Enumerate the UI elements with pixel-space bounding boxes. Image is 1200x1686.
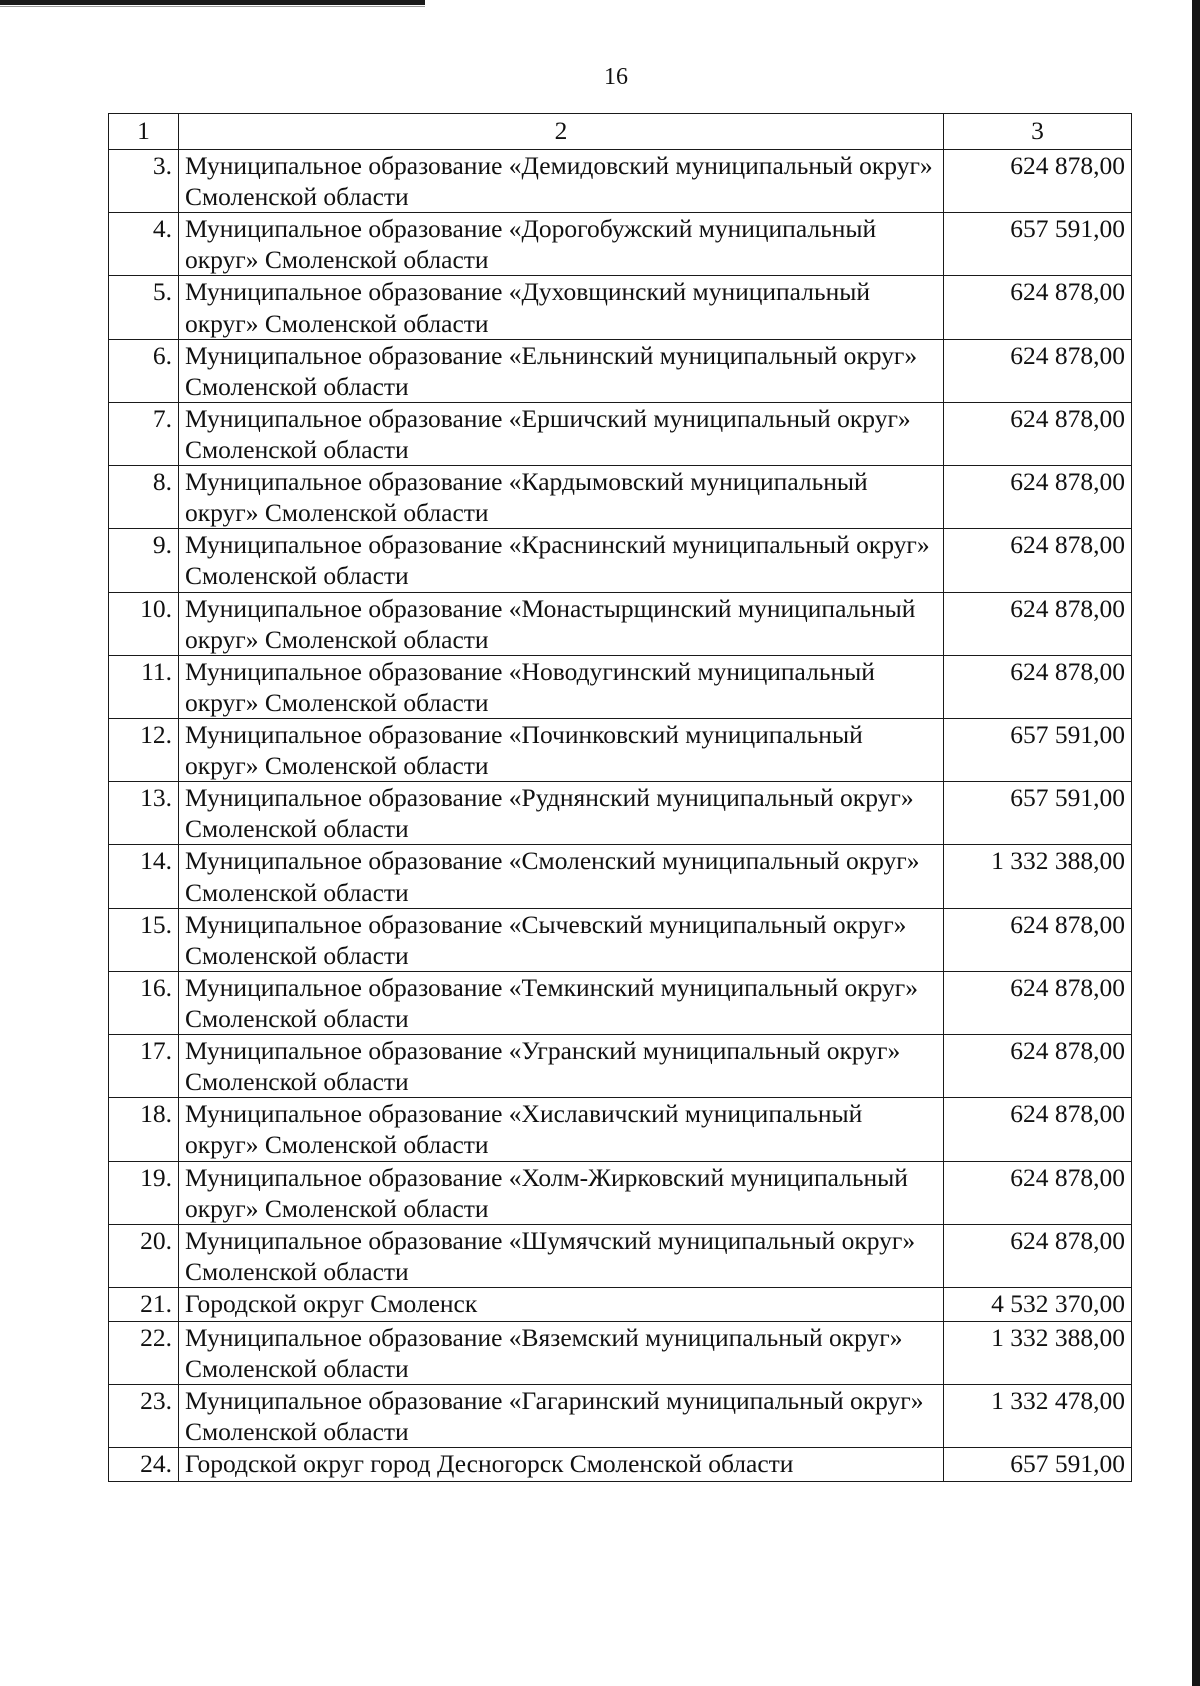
table-row (109, 1385, 1132, 1448)
row-number: 15. (109, 908, 179, 971)
amount-value: 624 878,00 (944, 1161, 1132, 1224)
row-number: 11. (109, 655, 179, 718)
amount-value: 4 532 370,00 (944, 1287, 1132, 1321)
table-row (109, 150, 1132, 213)
municipality-name: Муниципальное образование «Новодугинский муниципальный округ» Смоленской области (179, 655, 944, 718)
row-number: 3. (109, 150, 179, 213)
row-number: 10. (109, 592, 179, 655)
municipality-name: Муниципальное образование «Сычевский муниципальный округ» Смоленской области (179, 908, 944, 971)
municipality-name: Муниципальное образование «Ершичский муниципальный округ» Смоленской области (179, 402, 944, 465)
table-row (109, 971, 1132, 1034)
column-header-number: 1 (109, 114, 179, 150)
municipality-name: Муниципальное образование «Хиславичский муниципальный округ» Смоленской области (179, 1098, 944, 1161)
municipality-name: Муниципальное образование «Ельнинский муниципальный округ» Смоленской области (179, 339, 944, 402)
column-header-amount: 3 (944, 114, 1132, 150)
amount-value: 624 878,00 (944, 402, 1132, 465)
amount-value: 624 878,00 (944, 908, 1132, 971)
row-number: 12. (109, 718, 179, 781)
row-number: 24. (109, 1448, 179, 1482)
scan-border-top-thin (0, 6, 425, 7)
row-number: 17. (109, 1035, 179, 1098)
amount-value: 1 332 388,00 (944, 845, 1132, 908)
table-body (109, 150, 1132, 1482)
table-row (109, 402, 1132, 465)
amount-value: 624 878,00 (944, 592, 1132, 655)
table-row (109, 1224, 1132, 1287)
table-row (109, 213, 1132, 276)
amount-value: 624 878,00 (944, 1224, 1132, 1287)
table-row (109, 718, 1132, 781)
municipality-name: Муниципальное образование «Руднянский муниципальный округ» Смоленской области (179, 782, 944, 845)
table-row (109, 1098, 1132, 1161)
municipality-name: Муниципальное образование «Темкинский муниципальный округ» Смоленской области (179, 971, 944, 1034)
amount-value: 657 591,00 (944, 718, 1132, 781)
row-number: 22. (109, 1321, 179, 1384)
row-number: 13. (109, 782, 179, 845)
table-row (109, 466, 1132, 529)
table-row (109, 655, 1132, 718)
amount-value: 624 878,00 (944, 1035, 1132, 1098)
amount-value: 624 878,00 (944, 339, 1132, 402)
amount-value: 657 591,00 (944, 213, 1132, 276)
municipality-name: Муниципальное образование «Угранский муниципальный округ» Смоленской области (179, 1035, 944, 1098)
municipality-name: Муниципальное образование «Духовщинский муниципальный округ» Смоленской области (179, 276, 944, 339)
municipality-name: Муниципальное образование «Шумячский муниципальный округ» Смоленской области (179, 1224, 944, 1287)
amount-value: 657 591,00 (944, 1448, 1132, 1482)
amount-value: 657 591,00 (944, 782, 1132, 845)
municipality-name: Муниципальное образование «Починковский муниципальный округ» Смоленской области (179, 718, 944, 781)
row-number: 20. (109, 1224, 179, 1287)
table-row (109, 276, 1132, 339)
municipality-name: Муниципальное образование «Краснинский муниципальный округ» Смоленской области (179, 529, 944, 592)
municipality-name: Муниципальное образование «Гагаринский муниципальный округ» Смоленской области (179, 1385, 944, 1448)
table-row (109, 845, 1132, 908)
amount-value: 624 878,00 (944, 276, 1132, 339)
row-number: 19. (109, 1161, 179, 1224)
row-number: 14. (109, 845, 179, 908)
row-number: 18. (109, 1098, 179, 1161)
scan-border-top (0, 0, 425, 5)
municipality-name: Муниципальное образование «Демидовский муниципальный округ» Смоленской области (179, 150, 944, 213)
table-row (109, 782, 1132, 845)
municipality-name: Муниципальное образование «Смоленский муниципальный округ» Смоленской области (179, 845, 944, 908)
table-row (109, 908, 1132, 971)
page-number: 16 (604, 64, 628, 90)
row-number: 9. (109, 529, 179, 592)
amount-value: 624 878,00 (944, 971, 1132, 1034)
table-row (109, 1321, 1132, 1384)
row-number: 16. (109, 971, 179, 1034)
table-row (109, 1448, 1132, 1482)
amount-value: 624 878,00 (944, 529, 1132, 592)
row-number: 21. (109, 1287, 179, 1321)
table-row (109, 1035, 1132, 1098)
row-number: 4. (109, 213, 179, 276)
allocation-table (108, 113, 1132, 1482)
municipality-name: Городской округ город Десногорск Смоленской области (179, 1448, 944, 1482)
amount-value: 624 878,00 (944, 1098, 1132, 1161)
scan-border-right (1192, 0, 1200, 1686)
column-header-name: 2 (179, 114, 944, 150)
amount-value: 1 332 478,00 (944, 1385, 1132, 1448)
row-number: 8. (109, 466, 179, 529)
table-row (109, 1287, 1132, 1321)
table-row (109, 592, 1132, 655)
municipality-name: Муниципальное образование «Вяземский муниципальный округ» Смоленской области (179, 1321, 944, 1384)
row-number: 5. (109, 276, 179, 339)
table-row (109, 339, 1132, 402)
amount-value: 624 878,00 (944, 466, 1132, 529)
amount-value: 1 332 388,00 (944, 1321, 1132, 1384)
municipality-name: Городской округ Смоленск (179, 1287, 944, 1321)
municipality-name: Муниципальное образование «Монастырщинский муниципальный округ» Смоленской области (179, 592, 944, 655)
table-row (109, 529, 1132, 592)
amount-value: 624 878,00 (944, 655, 1132, 718)
municipality-name: Муниципальное образование «Дорогобужский муниципальный округ» Смоленской области (179, 213, 944, 276)
header-row (109, 114, 1132, 150)
row-number: 23. (109, 1385, 179, 1448)
amount-value: 624 878,00 (944, 150, 1132, 213)
row-number: 7. (109, 402, 179, 465)
municipality-name: Муниципальное образование «Кардымовский муниципальный округ» Смоленской области (179, 466, 944, 529)
municipality-name: Муниципальное образование «Холм-Жирковский муниципальный округ» Смоленской области (179, 1161, 944, 1224)
table-row (109, 1161, 1132, 1224)
row-number: 6. (109, 339, 179, 402)
